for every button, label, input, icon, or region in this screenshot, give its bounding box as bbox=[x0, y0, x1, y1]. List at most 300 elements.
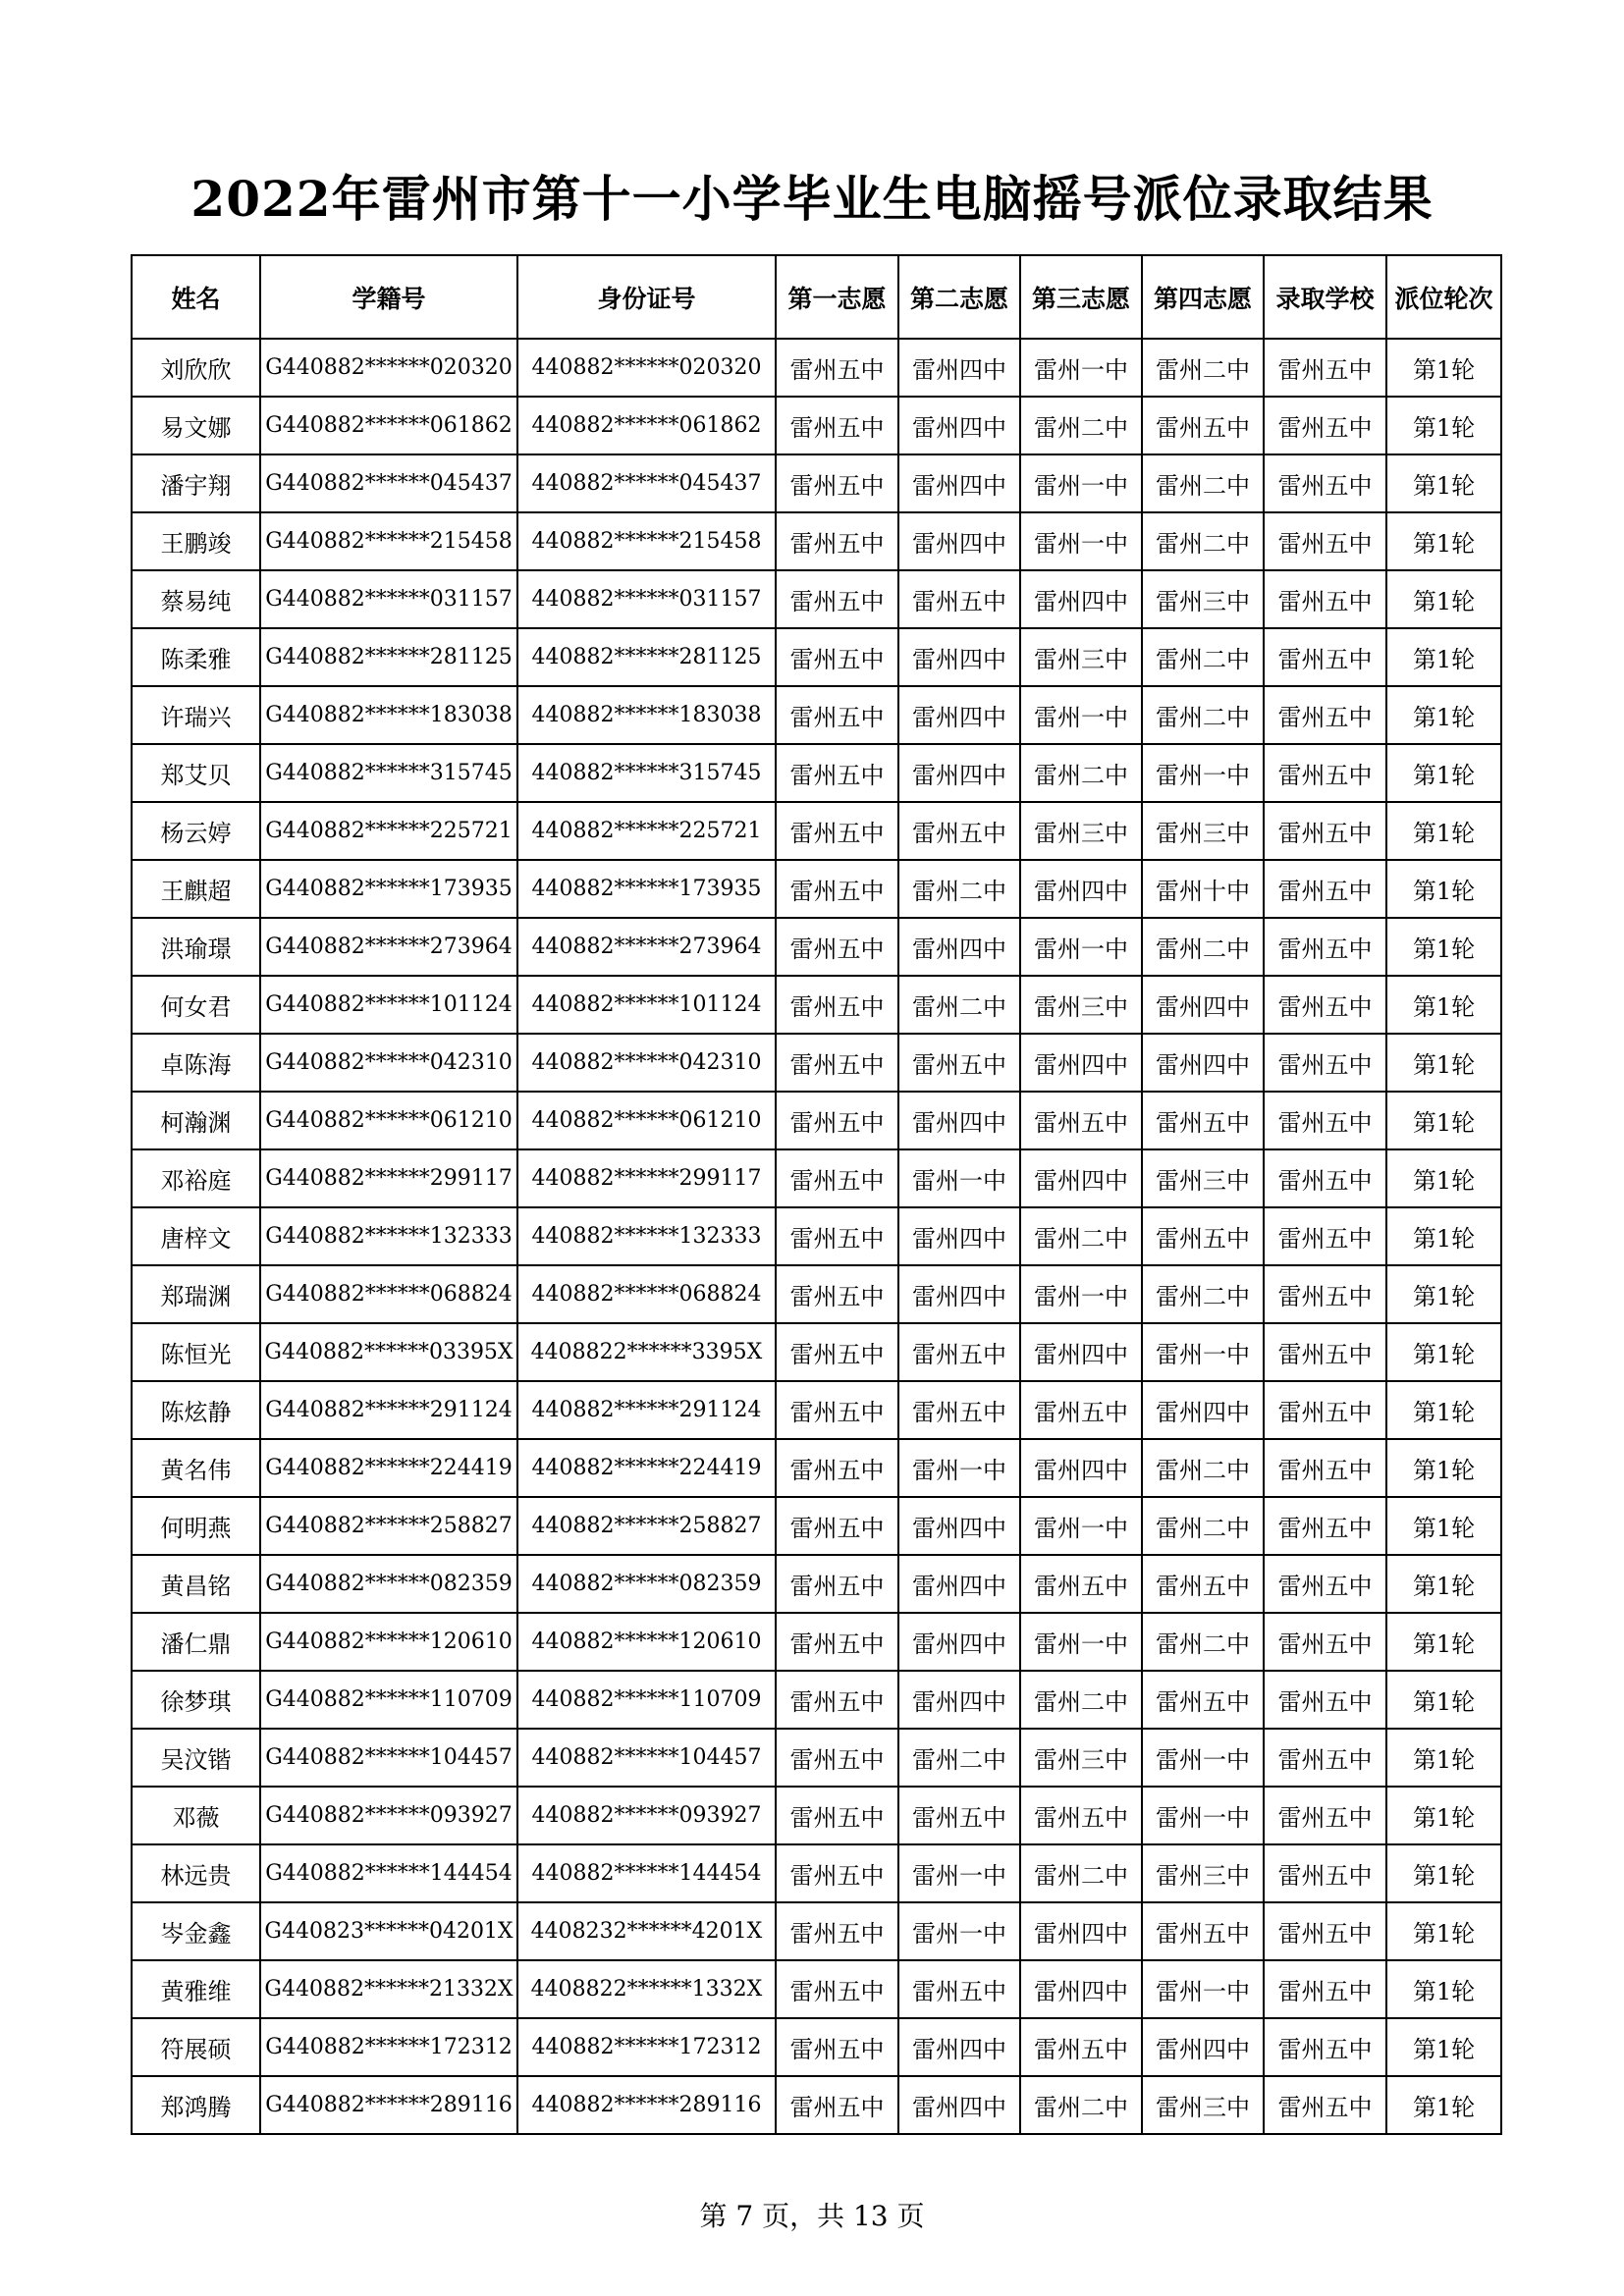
cell-allocation-round: 第1轮 bbox=[1386, 397, 1501, 454]
cell-id-card-number: 4408822******1332X bbox=[517, 1960, 776, 2018]
cell-third-choice: 雷州二中 bbox=[1020, 1844, 1142, 1902]
cell-first-choice: 雷州五中 bbox=[776, 1439, 898, 1497]
cell-fourth-choice: 雷州三中 bbox=[1142, 1844, 1264, 1902]
cell-third-choice: 雷州二中 bbox=[1020, 744, 1142, 802]
cell-student-name: 王鹏竣 bbox=[132, 512, 260, 570]
cell-first-choice: 雷州五中 bbox=[776, 1960, 898, 2018]
cell-student-id: G440882******104457 bbox=[260, 1729, 517, 1787]
cell-allocation-round: 第1轮 bbox=[1386, 1555, 1501, 1613]
table-row bbox=[132, 628, 1501, 686]
cell-third-choice: 雷州二中 bbox=[1020, 397, 1142, 454]
table-row bbox=[132, 1092, 1501, 1149]
cell-third-choice: 雷州四中 bbox=[1020, 570, 1142, 628]
cell-first-choice: 雷州五中 bbox=[776, 2018, 898, 2076]
table-row bbox=[132, 1671, 1501, 1729]
cell-first-choice: 雷州五中 bbox=[776, 1497, 898, 1555]
cell-id-card-number: 440882******215458 bbox=[517, 512, 776, 570]
cell-id-card-number: 440882******082359 bbox=[517, 1555, 776, 1613]
cell-fourth-choice: 雷州五中 bbox=[1142, 1902, 1264, 1960]
cell-first-choice: 雷州五中 bbox=[776, 976, 898, 1034]
cell-fourth-choice: 雷州十中 bbox=[1142, 860, 1264, 918]
cell-admitted-school: 雷州五中 bbox=[1264, 860, 1386, 918]
cell-third-choice: 雷州一中 bbox=[1020, 339, 1142, 397]
cell-admitted-school: 雷州五中 bbox=[1264, 1497, 1386, 1555]
cell-student-name: 吴汶锴 bbox=[132, 1729, 260, 1787]
table-row bbox=[132, 1787, 1501, 1844]
cell-student-id: G440882******215458 bbox=[260, 512, 517, 570]
cell-id-card-number: 4408232******4201X bbox=[517, 1902, 776, 1960]
cell-student-id: G440882******120610 bbox=[260, 1613, 517, 1671]
cell-first-choice: 雷州五中 bbox=[776, 1381, 898, 1439]
cell-allocation-round: 第1轮 bbox=[1386, 454, 1501, 512]
cell-student-id: G440882******258827 bbox=[260, 1497, 517, 1555]
cell-third-choice: 雷州三中 bbox=[1020, 976, 1142, 1034]
cell-third-choice: 雷州五中 bbox=[1020, 1381, 1142, 1439]
table-row bbox=[132, 512, 1501, 570]
cell-student-id: G440882******273964 bbox=[260, 918, 517, 976]
cell-id-card-number: 440882******289116 bbox=[517, 2076, 776, 2134]
cell-admitted-school: 雷州五中 bbox=[1264, 397, 1386, 454]
cell-admitted-school: 雷州五中 bbox=[1264, 1092, 1386, 1149]
cell-second-choice: 雷州二中 bbox=[898, 1729, 1020, 1787]
cell-fourth-choice: 雷州三中 bbox=[1142, 570, 1264, 628]
cell-allocation-round: 第1轮 bbox=[1386, 1497, 1501, 1555]
cell-id-card-number: 440882******104457 bbox=[517, 1729, 776, 1787]
cell-id-card-number: 440882******031157 bbox=[517, 570, 776, 628]
cell-second-choice: 雷州四中 bbox=[898, 1671, 1020, 1729]
cell-fourth-choice: 雷州一中 bbox=[1142, 1960, 1264, 2018]
cell-student-id: G440882******031157 bbox=[260, 570, 517, 628]
cell-first-choice: 雷州五中 bbox=[776, 1323, 898, 1381]
cell-first-choice: 雷州五中 bbox=[776, 1207, 898, 1265]
cell-admitted-school: 雷州五中 bbox=[1264, 802, 1386, 860]
cell-student-name: 唐梓文 bbox=[132, 1207, 260, 1265]
cell-allocation-round: 第1轮 bbox=[1386, 802, 1501, 860]
cell-admitted-school: 雷州五中 bbox=[1264, 918, 1386, 976]
table-row bbox=[132, 744, 1501, 802]
cell-allocation-round: 第1轮 bbox=[1386, 976, 1501, 1034]
table-row bbox=[132, 1497, 1501, 1555]
cell-second-choice: 雷州四中 bbox=[898, 686, 1020, 744]
table-row bbox=[132, 686, 1501, 744]
cell-third-choice: 雷州五中 bbox=[1020, 1787, 1142, 1844]
cell-fourth-choice: 雷州一中 bbox=[1142, 744, 1264, 802]
cell-first-choice: 雷州五中 bbox=[776, 1265, 898, 1323]
cell-allocation-round: 第1轮 bbox=[1386, 2076, 1501, 2134]
cell-admitted-school: 雷州五中 bbox=[1264, 1207, 1386, 1265]
cell-student-id: G440882******093927 bbox=[260, 1787, 517, 1844]
cell-third-choice: 雷州四中 bbox=[1020, 1439, 1142, 1497]
cell-id-card-number: 440882******061210 bbox=[517, 1092, 776, 1149]
cell-first-choice: 雷州五中 bbox=[776, 1787, 898, 1844]
cell-fourth-choice: 雷州一中 bbox=[1142, 1729, 1264, 1787]
table-row bbox=[132, 1149, 1501, 1207]
cell-third-choice: 雷州五中 bbox=[1020, 2018, 1142, 2076]
cell-student-name: 岑金鑫 bbox=[132, 1902, 260, 1960]
cell-allocation-round: 第1轮 bbox=[1386, 1149, 1501, 1207]
cell-allocation-round: 第1轮 bbox=[1386, 1902, 1501, 1960]
table-row bbox=[132, 570, 1501, 628]
cell-fourth-choice: 雷州五中 bbox=[1142, 1092, 1264, 1149]
cell-student-name: 黄雅维 bbox=[132, 1960, 260, 2018]
cell-student-id: G440882******144454 bbox=[260, 1844, 517, 1902]
cell-third-choice: 雷州一中 bbox=[1020, 1497, 1142, 1555]
cell-second-choice: 雷州五中 bbox=[898, 1381, 1020, 1439]
cell-second-choice: 雷州四中 bbox=[898, 1092, 1020, 1149]
cell-second-choice: 雷州五中 bbox=[898, 1960, 1020, 2018]
cell-third-choice: 雷州五中 bbox=[1020, 1555, 1142, 1613]
cell-student-id: G440882******132333 bbox=[260, 1207, 517, 1265]
column-header-fourth-choice: 第四志愿 bbox=[1142, 255, 1264, 339]
table-row bbox=[132, 2076, 1501, 2134]
cell-allocation-round: 第1轮 bbox=[1386, 1613, 1501, 1671]
cell-allocation-round: 第1轮 bbox=[1386, 744, 1501, 802]
cell-allocation-round: 第1轮 bbox=[1386, 1671, 1501, 1729]
cell-id-card-number: 440882******281125 bbox=[517, 628, 776, 686]
cell-admitted-school: 雷州五中 bbox=[1264, 744, 1386, 802]
cell-allocation-round: 第1轮 bbox=[1386, 1092, 1501, 1149]
cell-student-name: 徐梦琪 bbox=[132, 1671, 260, 1729]
table-body bbox=[132, 339, 1501, 2134]
cell-fourth-choice: 雷州二中 bbox=[1142, 454, 1264, 512]
cell-student-name: 杨云婷 bbox=[132, 802, 260, 860]
cell-admitted-school: 雷州五中 bbox=[1264, 1034, 1386, 1092]
cell-third-choice: 雷州一中 bbox=[1020, 454, 1142, 512]
cell-third-choice: 雷州二中 bbox=[1020, 1671, 1142, 1729]
cell-admitted-school: 雷州五中 bbox=[1264, 1265, 1386, 1323]
cell-id-card-number: 440882******132333 bbox=[517, 1207, 776, 1265]
column-header-student-id: 学籍号 bbox=[260, 255, 517, 339]
cell-id-card-number: 440882******093927 bbox=[517, 1787, 776, 1844]
table-row bbox=[132, 918, 1501, 976]
cell-first-choice: 雷州五中 bbox=[776, 1034, 898, 1092]
cell-allocation-round: 第1轮 bbox=[1386, 1787, 1501, 1844]
cell-admitted-school: 雷州五中 bbox=[1264, 1902, 1386, 1960]
cell-third-choice: 雷州二中 bbox=[1020, 1207, 1142, 1265]
table-row bbox=[132, 1729, 1501, 1787]
table-row bbox=[132, 1381, 1501, 1439]
cell-fourth-choice: 雷州四中 bbox=[1142, 2018, 1264, 2076]
cell-admitted-school: 雷州五中 bbox=[1264, 2018, 1386, 2076]
cell-student-name: 郑鸿腾 bbox=[132, 2076, 260, 2134]
column-header-first-choice: 第一志愿 bbox=[776, 255, 898, 339]
cell-first-choice: 雷州五中 bbox=[776, 802, 898, 860]
cell-student-name: 符展硕 bbox=[132, 2018, 260, 2076]
cell-fourth-choice: 雷州四中 bbox=[1142, 1034, 1264, 1092]
cell-admitted-school: 雷州五中 bbox=[1264, 1439, 1386, 1497]
cell-second-choice: 雷州四中 bbox=[898, 744, 1020, 802]
column-header-second-choice: 第二志愿 bbox=[898, 255, 1020, 339]
cell-first-choice: 雷州五中 bbox=[776, 454, 898, 512]
cell-third-choice: 雷州三中 bbox=[1020, 1729, 1142, 1787]
cell-id-card-number: 440882******225721 bbox=[517, 802, 776, 860]
cell-allocation-round: 第1轮 bbox=[1386, 918, 1501, 976]
cell-student-id: G440882******020320 bbox=[260, 339, 517, 397]
cell-student-name: 洪瑜璟 bbox=[132, 918, 260, 976]
cell-second-choice: 雷州四中 bbox=[898, 1613, 1020, 1671]
cell-second-choice: 雷州四中 bbox=[898, 2076, 1020, 2134]
cell-id-card-number: 440882******258827 bbox=[517, 1497, 776, 1555]
cell-admitted-school: 雷州五中 bbox=[1264, 1381, 1386, 1439]
cell-student-id: G440882******172312 bbox=[260, 2018, 517, 2076]
column-header-student-name: 姓名 bbox=[132, 255, 260, 339]
cell-admitted-school: 雷州五中 bbox=[1264, 570, 1386, 628]
cell-student-id: G440882******173935 bbox=[260, 860, 517, 918]
cell-student-id: G440882******315745 bbox=[260, 744, 517, 802]
cell-student-id: G440882******224419 bbox=[260, 1439, 517, 1497]
table-row bbox=[132, 1265, 1501, 1323]
cell-student-name: 潘仁鼎 bbox=[132, 1613, 260, 1671]
cell-first-choice: 雷州五中 bbox=[776, 512, 898, 570]
cell-allocation-round: 第1轮 bbox=[1386, 628, 1501, 686]
cell-third-choice: 雷州一中 bbox=[1020, 1613, 1142, 1671]
cell-fourth-choice: 雷州四中 bbox=[1142, 976, 1264, 1034]
cell-first-choice: 雷州五中 bbox=[776, 1149, 898, 1207]
cell-second-choice: 雷州一中 bbox=[898, 1439, 1020, 1497]
table-header-row bbox=[132, 255, 1501, 339]
cell-fourth-choice: 雷州五中 bbox=[1142, 1555, 1264, 1613]
cell-fourth-choice: 雷州五中 bbox=[1142, 397, 1264, 454]
cell-student-name: 蔡易纯 bbox=[132, 570, 260, 628]
cell-allocation-round: 第1轮 bbox=[1386, 2018, 1501, 2076]
table-row bbox=[132, 454, 1501, 512]
cell-third-choice: 雷州一中 bbox=[1020, 686, 1142, 744]
cell-student-name: 郑瑞渊 bbox=[132, 1265, 260, 1323]
cell-second-choice: 雷州五中 bbox=[898, 1034, 1020, 1092]
table-row bbox=[132, 1902, 1501, 1960]
cell-student-name: 何女君 bbox=[132, 976, 260, 1034]
cell-third-choice: 雷州四中 bbox=[1020, 1034, 1142, 1092]
cell-fourth-choice: 雷州五中 bbox=[1142, 1671, 1264, 1729]
cell-id-card-number: 440882******045437 bbox=[517, 454, 776, 512]
cell-first-choice: 雷州五中 bbox=[776, 1729, 898, 1787]
cell-student-name: 柯瀚渊 bbox=[132, 1092, 260, 1149]
column-header-third-choice: 第三志愿 bbox=[1020, 255, 1142, 339]
cell-second-choice: 雷州四中 bbox=[898, 1555, 1020, 1613]
cell-student-name: 刘欣欣 bbox=[132, 339, 260, 397]
cell-id-card-number: 440882******291124 bbox=[517, 1381, 776, 1439]
cell-third-choice: 雷州二中 bbox=[1020, 2076, 1142, 2134]
table-row bbox=[132, 339, 1501, 397]
column-header-id-card-number: 身份证号 bbox=[517, 255, 776, 339]
cell-admitted-school: 雷州五中 bbox=[1264, 512, 1386, 570]
cell-admitted-school: 雷州五中 bbox=[1264, 1613, 1386, 1671]
cell-second-choice: 雷州四中 bbox=[898, 1207, 1020, 1265]
cell-id-card-number: 440882******068824 bbox=[517, 1265, 776, 1323]
table-row bbox=[132, 976, 1501, 1034]
cell-second-choice: 雷州四中 bbox=[898, 628, 1020, 686]
table-row bbox=[132, 1960, 1501, 2018]
cell-third-choice: 雷州四中 bbox=[1020, 1902, 1142, 1960]
cell-second-choice: 雷州四中 bbox=[898, 2018, 1020, 2076]
cell-admitted-school: 雷州五中 bbox=[1264, 2076, 1386, 2134]
cell-second-choice: 雷州五中 bbox=[898, 802, 1020, 860]
cell-admitted-school: 雷州五中 bbox=[1264, 454, 1386, 512]
table-row bbox=[132, 860, 1501, 918]
cell-allocation-round: 第1轮 bbox=[1386, 1729, 1501, 1787]
cell-second-choice: 雷州四中 bbox=[898, 1265, 1020, 1323]
cell-id-card-number: 440882******144454 bbox=[517, 1844, 776, 1902]
cell-third-choice: 雷州一中 bbox=[1020, 512, 1142, 570]
cell-id-card-number: 440882******172312 bbox=[517, 2018, 776, 2076]
cell-student-name: 黄昌铭 bbox=[132, 1555, 260, 1613]
cell-allocation-round: 第1轮 bbox=[1386, 1034, 1501, 1092]
cell-admitted-school: 雷州五中 bbox=[1264, 686, 1386, 744]
cell-fourth-choice: 雷州一中 bbox=[1142, 1323, 1264, 1381]
cell-second-choice: 雷州一中 bbox=[898, 1149, 1020, 1207]
cell-student-id: G440882******068824 bbox=[260, 1265, 517, 1323]
cell-third-choice: 雷州五中 bbox=[1020, 1092, 1142, 1149]
table-row bbox=[132, 1613, 1501, 1671]
cell-student-name: 易文娜 bbox=[132, 397, 260, 454]
cell-first-choice: 雷州五中 bbox=[776, 1671, 898, 1729]
table-row bbox=[132, 802, 1501, 860]
cell-admitted-school: 雷州五中 bbox=[1264, 1555, 1386, 1613]
cell-fourth-choice: 雷州三中 bbox=[1142, 2076, 1264, 2134]
cell-student-id: G440882******291124 bbox=[260, 1381, 517, 1439]
table-row bbox=[132, 397, 1501, 454]
cell-fourth-choice: 雷州五中 bbox=[1142, 1207, 1264, 1265]
cell-first-choice: 雷州五中 bbox=[776, 918, 898, 976]
cell-student-id: G440882******045437 bbox=[260, 454, 517, 512]
cell-admitted-school: 雷州五中 bbox=[1264, 1323, 1386, 1381]
cell-third-choice: 雷州三中 bbox=[1020, 628, 1142, 686]
cell-fourth-choice: 雷州二中 bbox=[1142, 1439, 1264, 1497]
cell-allocation-round: 第1轮 bbox=[1386, 570, 1501, 628]
cell-allocation-round: 第1轮 bbox=[1386, 1207, 1501, 1265]
column-header-admitted-school: 录取学校 bbox=[1264, 255, 1386, 339]
cell-student-name: 陈柔雅 bbox=[132, 628, 260, 686]
cell-first-choice: 雷州五中 bbox=[776, 628, 898, 686]
table-row bbox=[132, 2018, 1501, 2076]
cell-second-choice: 雷州五中 bbox=[898, 1787, 1020, 1844]
cell-student-name: 许瑞兴 bbox=[132, 686, 260, 744]
cell-fourth-choice: 雷州二中 bbox=[1142, 686, 1264, 744]
cell-admitted-school: 雷州五中 bbox=[1264, 1729, 1386, 1787]
cell-student-id: G440882******110709 bbox=[260, 1671, 517, 1729]
cell-allocation-round: 第1轮 bbox=[1386, 339, 1501, 397]
cell-allocation-round: 第1轮 bbox=[1386, 1960, 1501, 2018]
cell-allocation-round: 第1轮 bbox=[1386, 686, 1501, 744]
cell-first-choice: 雷州五中 bbox=[776, 860, 898, 918]
cell-id-card-number: 440882******120610 bbox=[517, 1613, 776, 1671]
cell-admitted-school: 雷州五中 bbox=[1264, 339, 1386, 397]
cell-first-choice: 雷州五中 bbox=[776, 1902, 898, 1960]
cell-id-card-number: 440882******101124 bbox=[517, 976, 776, 1034]
table-row bbox=[132, 1439, 1501, 1497]
table-row bbox=[132, 1844, 1501, 1902]
cell-first-choice: 雷州五中 bbox=[776, 1613, 898, 1671]
cell-first-choice: 雷州五中 bbox=[776, 1844, 898, 1902]
cell-second-choice: 雷州四中 bbox=[898, 454, 1020, 512]
cell-allocation-round: 第1轮 bbox=[1386, 1381, 1501, 1439]
cell-admitted-school: 雷州五中 bbox=[1264, 1671, 1386, 1729]
cell-third-choice: 雷州四中 bbox=[1020, 1323, 1142, 1381]
cell-id-card-number: 440882******183038 bbox=[517, 686, 776, 744]
cell-student-id: G440882******101124 bbox=[260, 976, 517, 1034]
cell-second-choice: 雷州四中 bbox=[898, 397, 1020, 454]
cell-student-name: 黄名伟 bbox=[132, 1439, 260, 1497]
cell-admitted-school: 雷州五中 bbox=[1264, 1149, 1386, 1207]
cell-student-name: 卓陈海 bbox=[132, 1034, 260, 1092]
cell-id-card-number: 440882******273964 bbox=[517, 918, 776, 976]
cell-first-choice: 雷州五中 bbox=[776, 1555, 898, 1613]
cell-id-card-number: 440882******224419 bbox=[517, 1439, 776, 1497]
cell-student-name: 潘宇翔 bbox=[132, 454, 260, 512]
cell-first-choice: 雷州五中 bbox=[776, 570, 898, 628]
cell-id-card-number: 440882******315745 bbox=[517, 744, 776, 802]
cell-student-id: G440882******042310 bbox=[260, 1034, 517, 1092]
cell-second-choice: 雷州五中 bbox=[898, 570, 1020, 628]
cell-student-name: 邓薇 bbox=[132, 1787, 260, 1844]
cell-student-id: G440882******299117 bbox=[260, 1149, 517, 1207]
cell-first-choice: 雷州五中 bbox=[776, 2076, 898, 2134]
cell-fourth-choice: 雷州二中 bbox=[1142, 512, 1264, 570]
cell-student-id: G440823******04201X bbox=[260, 1902, 517, 1960]
cell-id-card-number: 4408822******3395X bbox=[517, 1323, 776, 1381]
cell-fourth-choice: 雷州二中 bbox=[1142, 339, 1264, 397]
cell-student-name: 陈炫静 bbox=[132, 1381, 260, 1439]
cell-first-choice: 雷州五中 bbox=[776, 397, 898, 454]
page-footer: 第 7 页，共 13 页 bbox=[699, 2200, 925, 2232]
cell-admitted-school: 雷州五中 bbox=[1264, 1960, 1386, 2018]
cell-fourth-choice: 雷州二中 bbox=[1142, 918, 1264, 976]
cell-admitted-school: 雷州五中 bbox=[1264, 628, 1386, 686]
cell-fourth-choice: 雷州一中 bbox=[1142, 1787, 1264, 1844]
cell-student-name: 何明燕 bbox=[132, 1497, 260, 1555]
cell-fourth-choice: 雷州二中 bbox=[1142, 1265, 1264, 1323]
cell-allocation-round: 第1轮 bbox=[1386, 1323, 1501, 1381]
cell-first-choice: 雷州五中 bbox=[776, 686, 898, 744]
cell-fourth-choice: 雷州三中 bbox=[1142, 802, 1264, 860]
cell-allocation-round: 第1轮 bbox=[1386, 1265, 1501, 1323]
table-row bbox=[132, 1034, 1501, 1092]
cell-allocation-round: 第1轮 bbox=[1386, 1439, 1501, 1497]
cell-fourth-choice: 雷州二中 bbox=[1142, 1613, 1264, 1671]
cell-second-choice: 雷州二中 bbox=[898, 860, 1020, 918]
cell-student-name: 王麒超 bbox=[132, 860, 260, 918]
cell-second-choice: 雷州一中 bbox=[898, 1902, 1020, 1960]
cell-admitted-school: 雷州五中 bbox=[1264, 1787, 1386, 1844]
cell-student-id: G440882******289116 bbox=[260, 2076, 517, 2134]
cell-id-card-number: 440882******020320 bbox=[517, 339, 776, 397]
cell-second-choice: 雷州四中 bbox=[898, 512, 1020, 570]
cell-id-card-number: 440882******042310 bbox=[517, 1034, 776, 1092]
cell-student-id: G440882******183038 bbox=[260, 686, 517, 744]
cell-second-choice: 雷州一中 bbox=[898, 1844, 1020, 1902]
cell-second-choice: 雷州二中 bbox=[898, 976, 1020, 1034]
cell-allocation-round: 第1轮 bbox=[1386, 1844, 1501, 1902]
table-row bbox=[132, 1555, 1501, 1613]
cell-student-name: 陈恒光 bbox=[132, 1323, 260, 1381]
cell-id-card-number: 440882******299117 bbox=[517, 1149, 776, 1207]
cell-second-choice: 雷州四中 bbox=[898, 339, 1020, 397]
cell-allocation-round: 第1轮 bbox=[1386, 512, 1501, 570]
cell-student-id: G440882******281125 bbox=[260, 628, 517, 686]
cell-fourth-choice: 雷州二中 bbox=[1142, 1497, 1264, 1555]
page-title: 2022年雷州市第十一小学毕业生电脑摇号派位录取结果 bbox=[190, 170, 1434, 228]
cell-first-choice: 雷州五中 bbox=[776, 1092, 898, 1149]
cell-fourth-choice: 雷州三中 bbox=[1142, 1149, 1264, 1207]
cell-second-choice: 雷州五中 bbox=[898, 1323, 1020, 1381]
cell-third-choice: 雷州四中 bbox=[1020, 860, 1142, 918]
cell-id-card-number: 440882******110709 bbox=[517, 1671, 776, 1729]
cell-student-id: G440882******061210 bbox=[260, 1092, 517, 1149]
admission-results-table bbox=[131, 254, 1502, 2135]
cell-student-name: 郑艾贝 bbox=[132, 744, 260, 802]
cell-id-card-number: 440882******173935 bbox=[517, 860, 776, 918]
table-row bbox=[132, 1323, 1501, 1381]
